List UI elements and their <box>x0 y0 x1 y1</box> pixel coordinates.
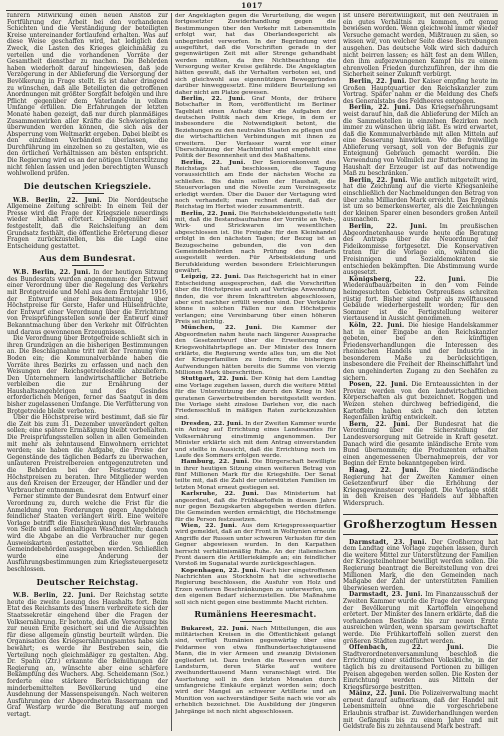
article-heading: Großherzogtum Hessen <box>343 514 498 535</box>
dateline: Wien, 22. Juni. <box>181 523 238 529</box>
article-paragraph <box>343 422 498 468</box>
article-paragraph <box>343 645 498 691</box>
article-text: Die Norddeutsche Allgemeine Zeitung schreibt: In einem Teil der Presse wird die Frage der Kriegsziele neuerdings wieder lebhaft erörtert. Demgegenüber sei festgestellt, daß die Reichsleitung an dem Grundsatz festhält, die öffentliche Erörterung dieser Fragen zurückzustellen, bis die Lage eine Entscheidung gestattet. <box>7 196 168 250</box>
article-text: Die Polizeiverwaltung macht erneut darauf aufmerksam, daß der Handel mit Lebensmitteln ohne die vorgeschriebene Erlaubnis strafbar ist. Zuwiderhandlungen werden mit Gefängnis bis zu einem Jahre und mit Geldstrafe bis zu zehntausend Mark bestraft. <box>343 690 498 731</box>
article-paragraph <box>343 323 498 382</box>
article-text: Die Ernteaussichten in der Provinz werden von den landwirtschaftlichen Körperschaften als gut bezeichnet. Roggen und Weizen stehen durchweg befriedigend, die Kartoffeln haben sich nach den letzten Regenfällen kräftig entwickelt. <box>343 381 498 422</box>
article-paragraph <box>175 325 336 376</box>
article-paragraph <box>7 198 168 251</box>
article-paragraph <box>343 277 498 323</box>
article-text: Der Kaiser empfing heute im Großen Hauptquartier den Reichskanzler zum Vortrag. Später nahm er die Meldung des Chefs des Generalstabs des Feldheeres entgegen. <box>343 77 498 105</box>
article-paragraph <box>175 274 336 325</box>
dateline: Darmstadt, 23. Juni. <box>349 538 427 546</box>
article-text: Ferner stimmte der Bundesrat dem Entwurf einer Verordnung zu, durch welche die Frist für die Anmeldung von Forderungen gegen Angehörige feindlicher Staaten verlängert wird. Eine weitere Vorlage betrifft die Einschränkung des Verbrauchs von Seife und seifenhaltigen Waschmitteln; danach wird die Abgabe an die Verbraucher nur gegen Ausweiskarten gestattet, die von den Gemeindebehörden ausgegeben werden. Schließlich wurde eine Änderung der Ausführungsbestimmungen zum Kriegssteuergesetz beschlossen. <box>7 493 168 573</box>
dateline: Dresden, 22. Juni. <box>181 421 244 427</box>
article-text: Über die Höchstpreise wird bestimmt, daß sie für die Zeit bis zum 31. Dezember unverändert gelten sollen; eine spätere Ermäßigung bleibt vorbehalten. Die Preisprüfungsstellen sollen in allen Gemeinden mit mehr als zehntausend Einwohnern errichtet werden; sie haben die Aufgabe, die Preise der Gegenstände des täglichen Bedarfs zu überwachen, unlauteren Preistreibereien entgegenzutreten und die Behörden bei der Festsetzung von Höchstpreisen zu beraten. Ihre Mitglieder werden aus den Kreisen der Erzeuger, der Händler und der Verbraucher entnommen. <box>7 414 168 494</box>
article-text: Im preußischen Abgeordnetenhause wurde heute die Beratung des Antrags über die Neuordnung der Fideikommisse fortgesetzt. Die Konservativen traten für die Vorlage ein, während die Freisinnigen und Sozialdemokraten sie entschieden bekämpften. Die Abstimmung wurde ausgesetzt. <box>343 223 498 277</box>
dateline: Kopenhagen, 22. Juni. <box>181 567 259 574</box>
dateline: Berlin, 22. Juni. <box>349 77 407 85</box>
dateline: München, 22. Juni. <box>181 325 263 332</box>
article-text: der Angeklagten gegen die Verurteilung, die wegen fortgesetzter Zuwiderhandlung gegen die Bestimmungen über den Verkehr mit Lebensmitteln erfolgt war, hat das Oberlandesgericht als unbegründet verworfen. In der Begründung wird ausgeführt, daß die Vorschriften gerade in der gegenwärtigen Zeit mit aller Strenge gehandhabt werden müßten, da ihre Nichtbeachtung die Versorgung weiter Kreise gefährde. Die Angeklagten hätten gewußt, daß ihr Verhalten verboten sei, und sich gleichwohl aus eigennützigen Beweggründen darüber hinweggesetzt. Eine mildere Beurteilung sei daher nicht am Platze gewesen. <box>175 13 336 96</box>
article-paragraph <box>175 421 336 459</box>
dateline: Offenbach, 22. Juni. <box>349 644 464 652</box>
dateline: Berlin, 22. Juni. <box>349 104 412 112</box>
article-paragraph <box>7 270 168 336</box>
dateline: Köln, 22. Juni. <box>349 321 405 329</box>
article-text: Der Großherzog hat dem Landtag eine Vorlage zugehen lassen, durch die weitere Mittel zur Unterstützung der Familien der Kriegsteilnehmer bewilligt werden sollen. Die Regierung beantragt die Bereitstellung von drei Millionen Mark, die den Gemeinden nach Maßgabe der Zahl der unterstützten Familien überwiesen werden. <box>343 538 498 592</box>
article-paragraph <box>343 105 498 178</box>
article-paragraph <box>175 568 336 606</box>
dateline: W.B. Berlin, 22. Juni. <box>13 592 96 600</box>
dateline: Königsberg, 22. Juni. <box>349 275 466 283</box>
article-text: führern Mitwirkung einen neuen Anstoß zur Fortführung der Arbeit bei den vorhandenen Schichten und die Verständigung der beteiligten Kreise untereinander fortlaufend erhalten. Was auf diese Weise geschaffen wird, hat lediglich den Zweck, die Lasten des Krieges gleichmäßig zu verteilen und die vorhandenen Vorräte der Gesamtheit dienstbar zu machen. Die Behörden haben wiederholt darauf hingewiesen, daß jede Verzögerung in der Ablieferung die Versorgung der Bevölkerung in Frage stellt. Es ist daher dringend zu wünschen, daß alle Beteiligten die getroffenen Anordnungen mit größter Sorgfalt befolgen und ihre Pflicht gegenüber dem Vaterlande in vollem Umfange erfüllen. Die Erfahrungen der letzten Monate haben gezeigt, daß nur durch planmäßiges Zusammenwirken aller Kräfte die Schwierigkeiten überwunden werden können, die sich aus der Absperrung vom Weltmarkt ergeben. Dabei bleibt es den einzelnen Verbänden überlassen, die Durchführung im einzelnen so zu gestalten, wie es den örtlichen Verhältnissen am besten entspricht. Die Regierung wird es an der nötigen Unterstützung nicht fehlen lassen und jeden berechtigten Wunsch wohlwollend prüfen. <box>7 13 168 178</box>
article-paragraph <box>175 491 336 523</box>
article-paragraph <box>7 13 168 178</box>
dateline: Haag, 22. Juni. <box>349 466 419 474</box>
article-paragraph <box>175 523 336 568</box>
article-text: Die Reichsbekleidungsstelle teilt mit, daß die Bestandsaufnahme der Vorräte an Web-, Wirk- und Strickwaren im wesentlichen abgeschlossen ist. Die Freigabe für den Kleinhandel erfolgt in den nächsten Tagen; der Bezug ist an Bezugsscheine gebunden, die von den Gemeindebehörden nach Prüfung des Bedarfs ausgestellt werden. Für Arbeitskleidung und Berufskleidung werden besondere Erleichterungen gewährt. <box>175 210 336 274</box>
article-text: Die Kammer der Abgeordneten nahm heute nach längerer Aussprache den Gesetzentwurf über die Erweiterung der Kriegswohlfahrtspflege an. Der Minister des Innern erklärte, die Regierung werde alles tun, um die Not der Kriegerfamilien zu lindern; die bisherigen Aufwendungen hätten bereits die Summe von vierzig Millionen Mark überschritten. <box>175 325 336 376</box>
article-text: Graf Monts, der frühere Botschafter in Rom, veröffentlicht im Berliner Tageblatt einen Aufsatz über die Aufgaben der deutschen Politik nach dem Kriege, in dem er insbesondere die Notwendigkeit betont, die Beziehungen zu den neutralen Staaten zu pflegen und die wirtschaftlichen Verbindungen mit ihnen zu erweitern. Der Verfasser warnt vor einer Überschätzung der Machtmittel und empfiehlt eine Politik der Besonnenheit und des Maßhaltens. <box>175 95 336 160</box>
article-text: ist unsere Bereitwilligkeit, mit den Neutralen in ein gutes Verhältnis zu kommen, oft genug bewiesen worden. Wenn gleichwohl immer wieder Versuche gemacht werden, Mißtrauen zu säen, so wissen wir, von welcher Seite diese Bestrebungen ausgehen. Das deutsche Volk wird sich dadurch nicht beirren lassen; es hält fest an dem Willen, den ihm aufgezwungenen Kampf bis zu einem ehrenvollen Frieden durchzuführen, der ihm die Sicherheit seiner Zukunft verbürgt. <box>343 13 498 79</box>
article-text: Aus dem Kriegspressequartier wird gemeldet, daß an der Front in Wolhynien erneute Angriffe der Russen unter schweren Verlusten für den Gegner abgewiesen wurden. In den Karpathen herrscht verhältnismäßig Ruhe. An der italienischen Front dauern die Artilleriekämpfe an; ein feindlicher Vorstoß im Suganatal wurde zurückgeschlagen. <box>175 523 336 568</box>
dateline: Berlin, 22. Juni. <box>181 95 246 102</box>
article-text: Die Stadtverordnetenversammlung beschloß die Errichtung einer städtischen Volksküche, in der täglich bis zu dreitausend Portionen zu billigen Preisen abgegeben werden sollen. Die Kosten der Einrichtung werden aus Mitteln der Kriegsfürsorge bestritten. <box>343 644 498 691</box>
dateline: Berlin, 22. Juni. <box>349 223 428 230</box>
article-paragraph <box>175 211 336 275</box>
article-text: In der Zweiten Kammer wurde ein Antrag auf Errichtung eines Landesamtes für Volksernährung einstimmig angenommen. Der Minister erklärte sich mit dem Antrag einverstanden und stellte in Aussicht, daß die Errichtung noch im Laufe des Sommers erfolgen werde. <box>175 421 336 459</box>
column-divider <box>339 13 340 731</box>
dateline: Berlin, 22. Juni. <box>181 210 237 217</box>
article-text: Die niederländische Regierung hat der Zweiten Kammer einen Gesetzentwurf über die Erhöhung der Kriegsgewinnsteuer vorgelegt. Die Vorlage stößt in den Kreisen des Handels auf lebhaften Widerspruch. <box>343 466 498 507</box>
article-text: Das Reichsgericht hat in einer Entscheidung ausgesprochen, daß die Vorschriften über die Höchstpreise auch auf Verträge Anwendung finden, die vor ihrem Inkrafttreten abgeschlossen, aber erst nachher erfüllt worden sind. Der Verkäufer könne in solchen Fällen nur den Höchstpreis verlangen; eine Vereinbarung über einen höheren Preis sei nichtig. <box>175 274 336 325</box>
dateline: Berlin, 22. Juni. <box>181 159 246 166</box>
article-text: Wie amtlich mitgeteilt wird, hat die Zeichnung auf die vierte Kriegsanleihe einschließlich der Nachmeldungen den Betrag von über zehn Milliarden Mark erreicht. Das Ergebnis ist um so bemerkenswerter, als die Zeichnungen der kleinen Sparer einen besonders großen Anteil ausmachen. <box>343 176 498 224</box>
dateline: Leipzig, 22. Juni. <box>181 274 242 281</box>
column-middle <box>175 13 336 731</box>
column-left <box>7 13 168 731</box>
article-text: In der heutigen Sitzung des Bundesrats wurden angenommen: der Entwurf einer Verordnung über die Regelung des Verkehrs mit Brotgetreide und Mehl aus dem Erntejahr 1916, der Entwurf einer Bekanntmachung über Höchstpreise für Gerste, Hafer und Hülsenfrüchte, der Entwurf einer Verordnung über die Errichtung von Preisprüfungsstellen sowie der Entwurf einer Bekanntmachung über den Verkehr mit Ölfrüchten und daraus gewonnenen Erzeugnissen. <box>7 269 168 336</box>
article-text: Der Bundesrat hat die Verordnung über die Sicherstellung der Landesversorgung mit Getreide in Kraft gesetzt. Danach wird die gesamte inländische Ernte vom Bund übernommen; die Produzenten erhalten einen angemessenen Übernahmepreis, der vor Beginn der Ernte bekanntgegeben wird. <box>343 420 498 468</box>
dateline: W.B. Berlin, 22. Juni. <box>13 269 91 277</box>
dateline: Stuttgart, 22. Juni. <box>181 376 249 383</box>
page-number: 1017 <box>241 1 263 10</box>
article-paragraph <box>343 178 498 224</box>
article-paragraph <box>7 415 168 494</box>
article-paragraph <box>343 13 498 79</box>
dateline: Karlsruhe, 22. Juni. <box>181 491 259 498</box>
header-rule <box>6 10 498 11</box>
article-heading: Deutscher Reichstag. <box>7 578 168 590</box>
article-heading: Die deutschen Kriegsziele. <box>7 182 168 194</box>
column-right <box>343 13 498 731</box>
article-paragraph <box>7 494 168 573</box>
article-heading: Rumäniens Heeresmacht. <box>175 610 336 622</box>
column-divider <box>171 13 172 731</box>
dateline: Hamburg, 22. Juni. <box>181 459 250 466</box>
article-text: Das Ministerium hat angeordnet, daß die Frühkartoffeln in diesem Jahre nur gegen Bezugskarten abgegeben werden dürfen. Die Gemeinden werden ermächtigt, die Höchstmenge für die Person festzusetzen. <box>175 491 336 523</box>
article-text: Der Seniorenkonvent des Reichstags hat beschlossen, die Tagung voraussichtlich am Ende der nächsten Woche zu schließen. Bis dahin sollen der Haushalt, die Steuervorlagen und die Novelle zum Vereinsgesetz erledigt werden. Über die Dauer der Vertagung wird noch verhandelt; man rechnet damit, daß der Reichstag im Herbst wieder zusammentritt. <box>175 159 336 211</box>
dateline: W.B. Berlin, 22. Juni. <box>13 196 102 204</box>
article-text: Nach Mitteilungen, die aus militärischen Kreisen in die Öffentlichkeit gelangt sind, verfügt Rumänien gegenwärtig über eine Feldarmee von etwa fünfhundertsechzigtausend Mann, die in vier Armeen und zwanzig Divisionen gegliedert ist. Dazu treten die Reserven und der Landsturm, deren Stärke auf weitere zweihunderttausend Mann veranschlagt wird. Die Ausrüstung soll in den letzten Monaten durch umfangreiche Einkäufe ergänzt worden sein; doch wird der Mangel an schwerer Artillerie und an Munition von sachverständiger Seite nach wie vor als erheblich bezeichnet. Die Ausbildung der jüngeren Jahrgänge ist noch nicht abgeschlossen. <box>175 625 336 715</box>
dateline: Bukarest, 22. Juni. <box>181 625 249 632</box>
article-paragraph <box>175 96 336 160</box>
article-text: Die Bürgerschaft bewilligte in ihrer heutigen Sitzung einen weiteren Betrag von fünf Millionen Mark für die Kriegshilfe. Der Senat teilte mit, daß die Zahl der unterstützten Familien im letzten Monat erneut gestiegen sei. <box>175 459 336 491</box>
article-paragraph <box>343 382 498 422</box>
article-paragraph <box>343 79 498 105</box>
article-text: Im Finanzausschuß der Zweiten Kammer wurde die Frage der Versorgung der Bevölkerung mit Kartoffeln eingehend erörtert. Der Minister des Innern erklärte, daß die vorhandenen Bestände bis zur neuen Ernte ausreichen würden, wenn sparsam gewirtschaftet werde. Die Frühkartoffeln sollen zuerst den größeren Städten zugeführt werden. <box>343 591 498 645</box>
article-text: Die Wiederaufbauarbeiten in den vom Feinde heimgesuchten Gebieten Ostpreußens schreiten rüstig fort. Bisher sind mehr als zwölftausend Gebäude wiederhergestellt worden; für den Sommer ist die Fertigstellung weiterer viertausend in Aussicht genommen. <box>343 275 498 323</box>
article-text: Die Verordnung über Brotgetreide schließt sich in ihren Grundzügen an die bisherigen Bestimmungen an. Die Beschlagnahme tritt mit der Trennung vom Boden ein; die Kommunalverbände haben die Vorräte ihres Bezirks zu erfassen und nach den Weisungen der Reichsgetreidestelle abzuliefern. Den Unternehmern landwirtschaftlicher Betriebe verbleiben die zur Ernährung der Haushaltsangehörigen und des Gesindes erforderlichen Mengen, ferner das Saatgut in dem bisher zugelassenen Umfange. Die Verfütterung von Brotgetreide bleibt verboten. <box>7 335 168 415</box>
dateline: Bern, 22. Juni. <box>349 420 411 428</box>
article-paragraph <box>7 336 168 415</box>
article-text: Der König hat dem Landtag eine Vorlage zugehen lassen, durch die weitere Mittel für die Unterstützung der durch den Krieg in Not geratenen Gewerbetreibenden bereitgestellt werden. Die Vorlage sieht zinslose Darlehen vor, die nach Friedensschluß in mäßigen Raten zurückzuzahlen sind. <box>175 376 336 421</box>
article-paragraph <box>175 626 336 715</box>
dateline: Berlin, 22. Juni. <box>349 176 408 184</box>
article-text: Das Kriegsernährungsamt weist darauf hin, daß die Ablieferung der Milch an die Sammelstellen in einzelnen Bezirken noch immer zu wünschen übrig läßt. Es wird erwartet, daß die Kommunalverbände mit allen Mitteln auf eine Besserung hinwirken. Wo die freiwillige Ablieferung versagt, soll von der Befugnis zur Enteignung Gebrauch gemacht werden. Die Verwendung von Vollmilch zur Butterbereitung im Haushalt der Erzeuger ist auf das notwendige Maß zu beschränken. <box>343 104 498 178</box>
article-text: Die hiesige Handelskammer hat in einer Eingabe an den Reichskanzler gebeten, bei den künftigen Friedensverhandlungen die Interessen des rheinischen Handels und der Industrie in besonderem Maße zu berücksichtigen, insbesondere die Freiheit der Rheinschiffahrt und den ungehinderten Zugang zu den Seehäfen zu sichern. <box>343 321 498 382</box>
article-paragraph <box>7 593 168 718</box>
dateline: Posen, 22. Juni. <box>349 381 408 389</box>
article-paragraph <box>175 376 336 421</box>
dateline: Darmstadt, 23. Juni. <box>349 591 423 599</box>
article-paragraph <box>343 592 498 645</box>
dateline: Mainz, 22. Juni. <box>349 690 407 698</box>
article-paragraph <box>343 691 498 731</box>
article-heading: Aus dem Bundesrat. <box>7 254 168 266</box>
article-paragraph <box>343 224 498 277</box>
article-paragraph <box>175 160 336 211</box>
article-paragraph <box>343 540 498 593</box>
article-text: Der Reichstag setzte heute die zweite Lesung des Haushalts fort. Beim Etat des Reichsamts des Innern verbreitete sich der Staatssekretär eingehend über die Fragen der Volksernährung. Er betonte, daß die Versorgung bis zur neuen Ernte gesichert sei und die Aussichten für diese allgemein günstig beurteilt würden. Die Organisation des Kriegsernährungsamtes habe sich bewährt; es werde ihr Bestreben sein, die Verteilung noch gleichmäßiger zu gestalten. Abg. Dr. Spahn (Ztr.) erkannte die Bemühungen der Regierung an, wünschte aber eine schärfere Bekämpfung des Wuchers. Abg. Scheidemann (Soz.) forderte eine stärkere Berücksichtigung der minderbemittelten Bevölkerung und eine Ausdehnung der Massenspeisungen. Nach weiteren Ausführungen der Abgeordneten Bassermann und Graf Westarp wurde die Beratung auf morgen vertagt. <box>7 592 168 718</box>
article-paragraph <box>175 459 336 491</box>
article-paragraph <box>175 13 336 96</box>
article-text: Nach hier eingetroffenen Nachrichten aus Stockholm hat die schwedische Regierung beschlossen, die Ausfuhr von Holz und Erzen weiteren Beschränkungen zu unterwerfen, um den eigenen Bedarf sicherzustellen. Die Maßnahme soll sich nicht gegen eine bestimmte Macht richten. <box>175 567 336 606</box>
article-paragraph <box>343 468 498 508</box>
